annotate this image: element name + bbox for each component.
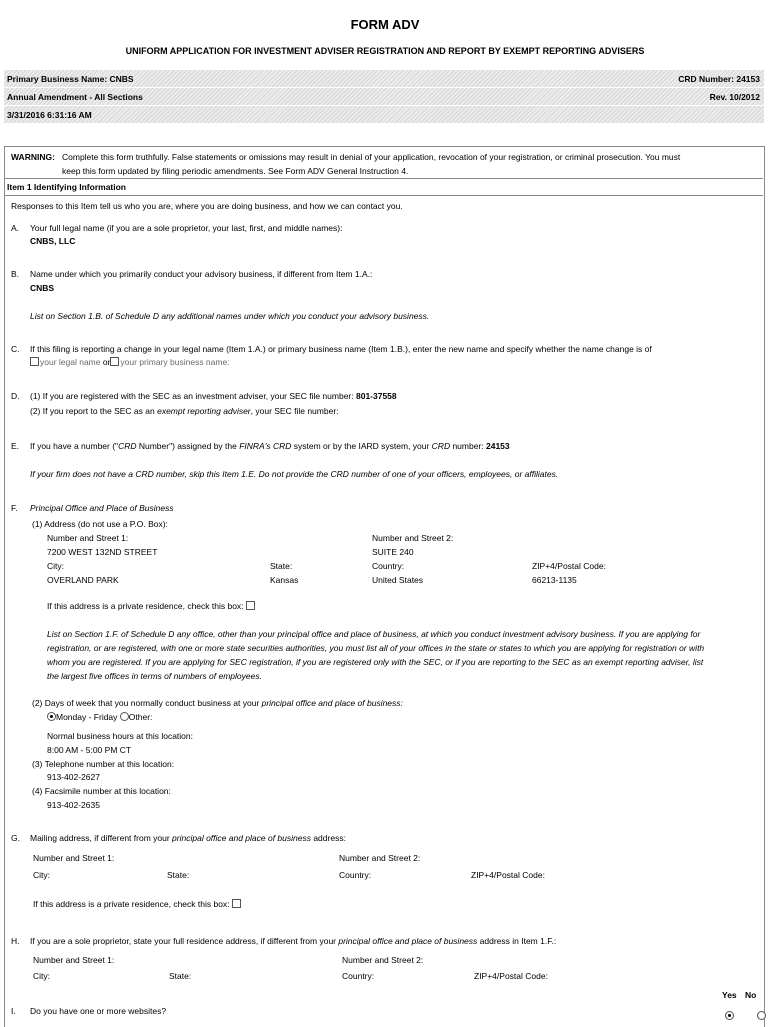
mailing-pre: Mailing address, if different from your <box>30 833 173 843</box>
item-f-note-3: whom you are registered. If you are applying for SEC registration, if you are registered only with the SEC, or if you are reporting to the SEC as an exempt reporting adviser, list <box>47 657 704 667</box>
days-label-pre: (2) Days of week that you normally conduct business at your <box>32 698 262 708</box>
country-label: Country: <box>372 561 405 571</box>
crd-line-pre: If you have a number (" <box>30 441 119 451</box>
exempt-label-pre: (2) If you report to the SEC as an <box>30 406 158 416</box>
websites-yes-radio[interactable] <box>725 1011 734 1020</box>
item1-heading: Item 1 Identifying Information <box>7 182 127 192</box>
street2-label: Number and Street 2: <box>372 533 454 543</box>
no-column-header: No <box>745 990 757 1000</box>
item-c-question: If this filing is reporting a change in your legal name (Item 1.A.) or primary business name (Item 1.B.), enter the new name and specify whether the name change is of <box>30 344 652 354</box>
mailing-state-label: State: <box>167 870 190 880</box>
timestamp: 3/31/2016 6:31:16 AM <box>7 110 92 120</box>
warning-label: WARNING: <box>11 152 55 162</box>
mailing-private-label: If this address is a private residence, check this box: <box>33 899 230 909</box>
city-label: City: <box>47 561 64 571</box>
crd-line-mid-2: system or by the IARD system, your <box>291 441 432 451</box>
other-days-label: Other: <box>128 712 153 722</box>
mailing-street2-label: Number and Street 2: <box>339 853 421 863</box>
hours-label: Normal business hours at this location: <box>47 731 193 741</box>
header-band-3 <box>4 106 764 123</box>
street1-label: Number and Street 1: <box>47 533 129 543</box>
header-band-1 <box>4 70 764 87</box>
websites-question: Do you have one or more websites? <box>30 1006 167 1016</box>
item-a-letter: A. <box>11 223 20 233</box>
street2-value: SUITE 240 <box>372 547 414 557</box>
legal-name-option-label: your legal name <box>40 357 101 367</box>
private-residence-line <box>47 601 256 611</box>
residence-post: address in Item 1.F.: <box>477 936 557 946</box>
zip-label: ZIP+4/Postal Code: <box>532 561 606 571</box>
exempt-file-number-line <box>30 406 339 416</box>
legal-name-value: CNBS, LLC <box>30 236 76 246</box>
exempt-label-post: , your SEC file number: <box>250 406 339 416</box>
item-f-heading: Principal Office and Place of Business <box>30 503 174 513</box>
primary-business-name: Primary Business Name: CNBS <box>7 74 134 84</box>
sec-file-number-value: 801-37558 <box>355 391 397 401</box>
amendment-type: Annual Amendment - All Sections <box>7 92 143 102</box>
item-d-letter: D. <box>11 391 20 401</box>
item-b-letter: B. <box>11 269 20 279</box>
residence-pre: If you are a sole proprietor, state your full residence address, if different from your <box>30 936 339 946</box>
mailing-post: address: <box>310 833 346 843</box>
private-residence-checkbox[interactable] <box>246 601 255 610</box>
fax-label: (4) Facsimile number at this location: <box>32 786 171 796</box>
country-value: United States <box>372 575 424 585</box>
item-e-note: If your firm does not have a CRD number, skip this Item 1.E. Do not provide the CRD number of one of your officers, employees, or affiliates. <box>30 469 559 479</box>
item-e-letter: E. <box>11 441 20 451</box>
item-f-note-4: the largest five offices in terms of numbers of employees. <box>47 671 262 681</box>
zip-value: 66213-1135 <box>532 575 577 585</box>
crd-line-italic-2: CRD <box>431 441 451 451</box>
days-of-week-line <box>32 698 403 708</box>
or-text: or <box>102 357 111 367</box>
other-days-radio[interactable] <box>120 712 129 721</box>
crd-line-finra: FINRA's CRD <box>239 441 292 451</box>
residence-state-label: State: <box>169 971 192 981</box>
item-f-note-1: List on Section 1.F. of Schedule D any office, other than your principal office and place of business, at which you conduct investment advisory business. If you are applying for <box>47 629 701 639</box>
crd-number-value: 24153 <box>486 441 510 451</box>
residence-address-question <box>30 936 556 946</box>
exempt-label-italic: exempt reporting adviser <box>157 406 251 416</box>
phone-label: (3) Telephone number at this location: <box>32 759 175 769</box>
crd-number: CRD Number: 24153 <box>678 74 760 84</box>
days-label-italic: principal office and place of business: <box>261 698 403 708</box>
monday-friday-radio[interactable] <box>47 712 56 721</box>
item-b-question: Name under which you primarily conduct your advisory business, if different from Item 1.A.: <box>30 269 373 279</box>
item-g-letter: G. <box>11 833 20 843</box>
item-a-question: Your full legal name (if you are a sole proprietor, your last, first, and middle names): <box>30 223 343 233</box>
yes-column-header: Yes <box>722 990 737 1000</box>
sec-file-number-line <box>30 391 397 401</box>
monday-friday-label: Monday - Friday <box>56 712 118 722</box>
city-value: OVERLAND PARK <box>47 575 119 585</box>
form-title: FORM ADV <box>350 17 420 32</box>
hours-value: 8:00 AM - 5:00 PM CT <box>47 745 132 755</box>
mailing-city-label: City: <box>33 870 50 880</box>
form-subtitle: UNIFORM APPLICATION FOR INVESTMENT ADVISER REGISTRATION AND REPORT BY EXEMPT REPORTING ADVISERS <box>125 46 645 56</box>
residence-street2-label: Number and Street 2: <box>342 955 424 965</box>
item1-intro: Responses to this Item tell us who you are, where you are doing business, and how we can contact you. <box>11 201 403 211</box>
header-band-2 <box>4 88 764 105</box>
mailing-address-question <box>30 833 346 843</box>
item-h-letter: H. <box>11 936 20 946</box>
item-c-letter: C. <box>11 344 20 354</box>
private-residence-label: If this address is a private residence, check this box: <box>47 601 244 611</box>
mailing-street1-label: Number and Street 1: <box>33 853 115 863</box>
residence-zip-label: ZIP+4/Postal Code: <box>474 971 548 981</box>
business-name-checkbox[interactable] <box>110 357 119 366</box>
mailing-country-label: Country: <box>339 870 372 880</box>
business-name-value: CNBS <box>30 283 55 293</box>
item-f-letter: F. <box>11 503 18 513</box>
crd-line-mid-3: number: <box>450 441 486 451</box>
item-f-note-2: registration, or are registered, with one or more state securities authorities, you must list all of your offices in the state or states to which you are applying for registration or with <box>47 643 705 653</box>
business-name-option-label: your primary business name: <box>120 357 230 367</box>
crd-number-line <box>30 441 510 451</box>
warning-text-2: keep this form updated by filing periodic amendments. See Form ADV General Instruction 4. <box>62 166 409 176</box>
sec-file-number-label: (1) If you are registered with the SEC as an investment adviser, your SEC file number: <box>30 391 356 401</box>
mailing-italic: principal office and place of business <box>172 833 311 843</box>
state-label: State: <box>270 561 293 571</box>
item-b-note: List on Section 1.B. of Schedule D any additional names under which you conduct your advisory business. <box>30 311 430 321</box>
revision: Rev. 10/2012 <box>709 92 760 102</box>
crd-line-italic-1: CRD <box>118 441 137 451</box>
address-label: (1) Address (do not use a P.O. Box): <box>32 519 168 529</box>
residence-country-label: Country: <box>342 971 375 981</box>
crd-line-mid-1: Number") assigned by the <box>136 441 240 451</box>
fax-value: 913-402-2635 <box>47 800 100 810</box>
state-value: Kansas <box>270 575 299 585</box>
mailing-zip-label: ZIP+4/Postal Code: <box>471 870 545 880</box>
websites-no-radio[interactable] <box>757 1011 766 1020</box>
phone-value: 913-402-2627 <box>47 772 100 782</box>
mailing-private-line <box>33 899 242 909</box>
name-change-options <box>30 357 230 367</box>
street1-value: 7200 WEST 132ND STREET <box>47 547 158 557</box>
mailing-private-checkbox[interactable] <box>232 899 241 908</box>
residence-street1-label: Number and Street 1: <box>33 955 115 965</box>
legal-name-checkbox[interactable] <box>30 357 39 366</box>
days-options <box>47 712 152 722</box>
warning-text-1: Complete this form truthfully. False statements or omissions may result in denial of your application, revocation of your registration, or criminal prosecution. You must <box>62 152 681 162</box>
residence-city-label: City: <box>33 971 50 981</box>
item-i-letter: I. <box>11 1006 16 1016</box>
residence-italic: principal office and place of business <box>338 936 478 946</box>
